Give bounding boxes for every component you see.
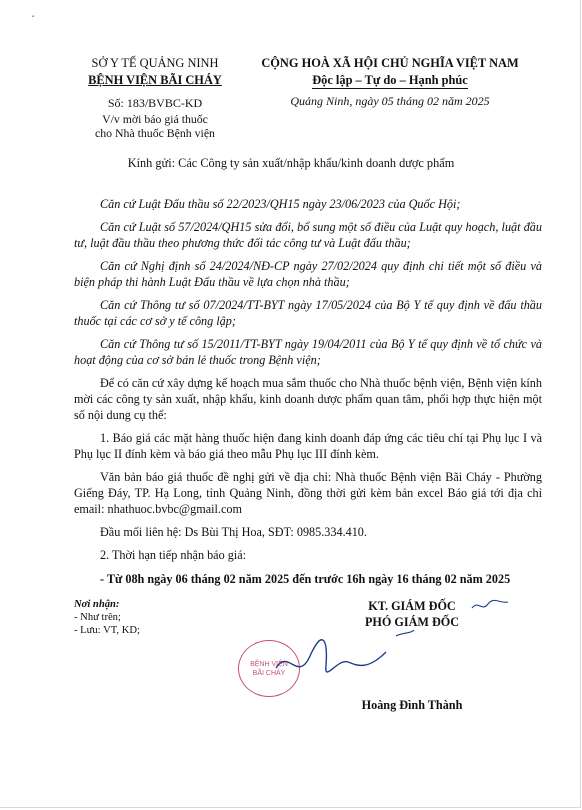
legal-basis-4: Căn cứ Thông tư số 07/2024/TT-BYT ngày 17/05/2024 của Bộ Y tế quy định về đấu thầu thuốc tại các cơ sở y tế công lập; [74,298,542,328]
handwritten-signature [268,628,418,698]
initial-flourish [470,598,510,614]
document-body [74,196,542,594]
national-motto: Độc lập – Tự do – Hạnh phúc [312,73,468,87]
national-title: CỘNG HOÀ XÃ HỘI CHỦ NGHĨA VIỆT NAM [261,56,519,70]
org-name: BỆNH VIỆN BÃI CHÁY [88,73,222,87]
place-date: Quảng Ninh, ngày 05 tháng 02 năm 2025 [290,94,490,108]
recipients-label: Nơi nhận: [74,599,120,610]
legal-basis-2: Căn cứ Luật số 57/2024/QH15 sửa đổi, bổ sung một số điều của Luật quy hoạch, luật đầu tư, luật đầu thầu theo phương thức đối tác công tư và Luật đấu thầu; [74,220,542,250]
signature-title-2: PHÓ GIÁM ĐỐC [364,615,460,629]
header-left [70,55,240,140]
address-paragraph: Văn bản báo giá thuốc đề nghị gửi về địa chỉ: Nhà thuốc Bệnh viện Bãi Cháy - Phường Giếng Đáy, TP. Hạ Long, tỉnh Quảng Ninh, đồng thời gửi kèm bản excel Báo giá tới địa chỉ email: nhathuoc.bvbc@gmail.com [74,470,542,516]
org-parent: SỞ Y TẾ QUẢNG NINH [91,56,219,70]
header-right [250,55,530,110]
item-2: 2. Thời hạn tiếp nhận báo giá: [100,548,247,562]
recipients-line-1: - Như trên; [74,612,121,623]
legal-basis-3: Căn cứ Nghị định số 24/2024/NĐ-CP ngày 27/02/2024 quy định chi tiết một số điều và biện pháp thi hành Luật Đấu thầu về lựa chọn nhà thầu; [74,259,542,289]
contact-line: Đầu mối liên hệ: Ds Bùi Thị Hoa, SĐT: 0985.334.410. [100,525,367,539]
signer-name: Hoàng Đình Thành [361,698,463,712]
subject-line-2: cho Nhà thuốc Bệnh viện [95,126,215,140]
deadline-line: - Từ 08h ngày 06 tháng 02 năm 2025 đến trước 16h ngày 16 tháng 02 năm 2025 [100,572,511,586]
official-stamp: BỆNH VIỆN BÃI CHÁY [238,640,300,697]
recipients-line-2: - Lưu: VT, KD; [74,625,140,636]
legal-basis-1: Căn cứ Luật Đấu thầu số 22/2023/QH15 ngày 23/06/2023 của Quốc Hội; [100,197,461,211]
subject-line-1: V/v mời báo giá thuốc [102,112,208,126]
scan-mark: ▪ [32,14,35,20]
recipient-line: Kính gửi: Các Công ty sản xuất/nhập khẩu/kinh doanh dược phẩm [127,156,455,170]
legal-basis-5: Căn cứ Thông tư số 15/2011/TT-BYT ngày 19/04/2011 của Bộ Y tế quy định về tổ chức và hoạt động của cơ sở bán lẻ thuốc trong Bệnh viện; [74,337,542,367]
document-number: Số: 183/BVBC-KD [107,96,203,110]
recipients-block [74,598,140,637]
signature-title-1: KT. GIÁM ĐỐC [368,599,456,613]
item-1: 1. Báo giá các mặt hàng thuốc hiện đang kinh doanh đáp ứng các tiêu chí tại Phụ lục I và Phụ lục II đính kèm và báo giá theo mẫu Phụ lục III đính kèm. [74,431,542,461]
intro-paragraph: Để có căn cứ xây dựng kế hoạch mua sắm thuốc cho Nhà thuốc bệnh viện, Bệnh viện kính mời các công ty sản xuất, nhập khẩu, kinh doanh dược phẩm quan tâm, phối hợp thực hiện một số nội dung cụ thể: [74,376,542,422]
